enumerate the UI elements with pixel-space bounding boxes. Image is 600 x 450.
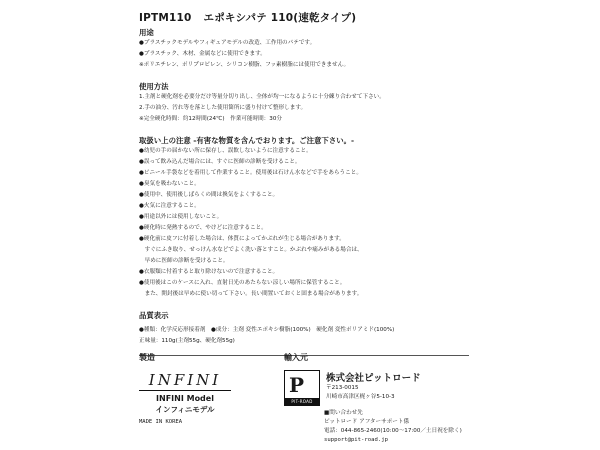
caution-line: ●硬化時に発熱するので、やけどに注意すること。	[139, 225, 267, 231]
contact-department: ピットロード アフターサポート係	[324, 419, 410, 425]
method-heading: 使用方法	[139, 82, 169, 91]
usage-list	[139, 38, 469, 71]
caution-line: 早めに医師の診断を受けること。	[139, 258, 229, 264]
caution-line: ●用途以外には使用しないこと。	[139, 214, 223, 220]
product-description	[139, 10, 469, 356]
quality-line: ●種類：化学反応形接着剤 ●成分：主剤 変性エポキシ樹脂(100%) 硬化剤 変性ポリアミド(100%)	[139, 327, 395, 333]
product-code: IPTM110	[139, 12, 192, 24]
caution-line: ●使用中、使用後しばらくの間は換気をよくすること。	[139, 192, 279, 198]
brand-name-jp: インフィニモデル	[155, 405, 215, 414]
caution-line: ●衣服類に付着すると取り除けないので注意すること。	[139, 269, 279, 275]
importer-label: 輸入元	[284, 353, 308, 362]
quality-line: 正味量：110g(主剤55g、硬化剤55g)	[139, 338, 235, 344]
made-in-label: MADE IN KOREA	[139, 419, 183, 425]
quality-heading: 品質表示	[139, 311, 169, 320]
contact-info	[324, 409, 474, 445]
caution-line: ●火気に注意すること。	[139, 203, 200, 209]
postal-code: 〒213-0015	[326, 385, 359, 391]
caution-list	[139, 146, 469, 300]
company-name: 株式会社ピットロード	[326, 373, 421, 384]
method-line: 2.手の油分、汚れ等を落とした使用箇所に盛り付けて整形します。	[139, 105, 307, 111]
infini-logo-wordmark: INFINI	[139, 371, 231, 391]
contact-phone: 電話：044-865-2460(10:00～17:00／土日祝を除く)	[324, 428, 462, 434]
method-line: 1.主剤と硬化剤を必要分だけ等量分切り出し、全体が均一になるように十分練り合わせて下さい。	[139, 94, 385, 100]
contact-heading: ■問い合わせ先	[324, 410, 363, 416]
company-address: 川崎市高津区梶ヶ谷5-10-3	[326, 394, 395, 400]
caution-heading: 取扱い上の注意 -有害な物質を含んでおります。ご注意下さい。-	[139, 136, 355, 145]
method-line: ※完全硬化時間：約12時間(24℃) 作業可能時間：30分	[139, 116, 282, 122]
caution-line: ●硬化前に皮フに付着した場合は、体質によってかぶれが生じる場合があります。	[139, 236, 345, 242]
pit-road-logo-letter: P	[289, 373, 305, 397]
importer-block	[284, 352, 474, 445]
contact-email: support@pit-road.jp	[324, 437, 388, 443]
caution-line: ●誤って飲み込んだ場合には、すぐに医師の診断を受けること。	[139, 159, 301, 165]
brand-name-en: INFINI Model	[156, 394, 214, 403]
caution-line: すぐにふき取り、せっけん水などでよく洗い落とすこと。かぶれや痛みがある場合は、	[139, 247, 363, 253]
method-list	[139, 92, 469, 125]
caution-line: ●臭気を吸わないこと。	[139, 181, 200, 187]
manufacturer-label: 製造	[139, 353, 155, 362]
pit-road-logo-icon	[284, 370, 320, 406]
usage-line: ●プラスチック、木材、金属などに使用できます。	[139, 51, 266, 57]
caution-line: ●使用後はこのケースに入れ、直射日光のあたらない涼しい場所に保管すること。	[139, 280, 346, 286]
manufacturer-block	[139, 352, 259, 425]
usage-line: ●プラスチックモデルやフィギュアモデルの改造、工作用のパテです。	[139, 40, 316, 46]
caution-line: また、開封後は早めに使い切って下さい。長い間置いておくと固まる場合があります。	[139, 291, 363, 297]
quality-list	[139, 325, 469, 347]
caution-line: ●ビニール手袋などを着用して作業すること。使用後は石けん水などで手をあらうこと。	[139, 170, 362, 176]
product-name: エポキシパテ 110(速乾タイプ)	[203, 12, 357, 24]
infini-logo	[139, 371, 231, 415]
product-title	[139, 10, 469, 25]
pit-road-logo-band: PIT-ROAD	[285, 398, 319, 405]
usage-line: ※ポリエチレン、ポリプロピレン、シリコン樹脂、フッ素樹脂には使用できません。	[139, 62, 350, 68]
usage-heading: 用途	[139, 28, 154, 37]
caution-line: ●幼児の手の届かない所に保存し、誤飲しないように注意すること。	[139, 148, 312, 154]
